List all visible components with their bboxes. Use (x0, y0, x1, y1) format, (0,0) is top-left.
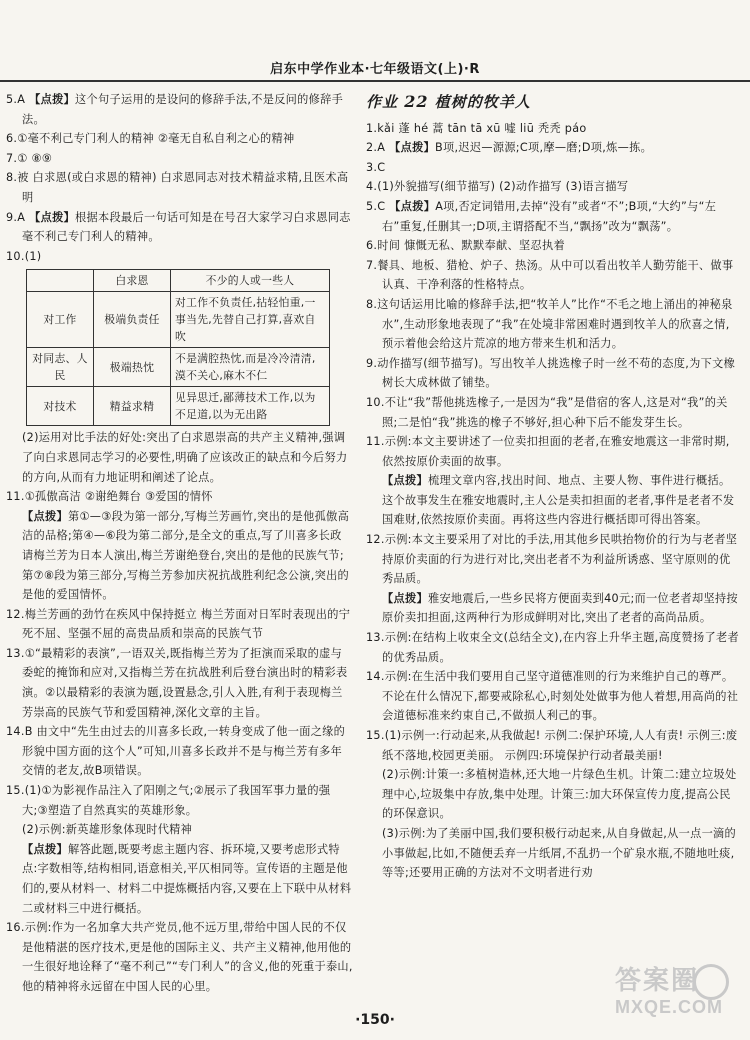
answer-10-part2: (2)运用对比手法的好处:突出了白求恩崇高的共产主义精神,强调了向白求恩同志学习的必要性,明确了应该改正的缺点和今后努力的方向,从而有力地证明和阐述了论点。 (22, 431, 348, 484)
answer-15: 15.(1)①为影视作品注入了阳刚之气;②展示了我国军事力量的强大;③塑造了自然真实的英雄形象。 (6, 784, 331, 817)
table-cell: 对工作不负责任,拈轻怕重,一事当先,先替自己打算,喜欢自吹 (171, 292, 330, 348)
answer-r6: 6.时间 慷慨无私、默默奉献、坚忍执着 (366, 239, 565, 253)
table-cell: 对同志、人民 (27, 348, 94, 387)
watermark-url: MXQE.COM (615, 997, 724, 1017)
table-row (27, 348, 330, 387)
table-cell: 极端热忱 (94, 348, 171, 387)
answer-r15-part3: (3)示例:为了美丽中国,我们要积极行动起来,从自身做起,从一点一滴的小事做起,比如,不随便丢弃一片纸屑,不乱扔一个矿泉水瓶,不随地吐痰,等等;还要用正确的方法对不文明者进行劝 (382, 826, 737, 880)
answer-11-hint: 【点拨】第①—③段为第一部分,写梅兰芳画竹,突出的是他孤傲高洁的品格;第④—⑥段为第二部分,是全文的重点,写了川喜多长政请梅兰芳为日本人演出,梅兰芳谢绝登台,突出的是他的民族气节;第⑦⑧段为第三部分,写梅兰芳参加庆祝抗战胜利纪念公演,突出的是他的爱国情怀。 (22, 509, 350, 602)
answer-8: 8.被 白求恩(或白求恩的精神) 白求恩同志对技术精益求精,且医术高明 (6, 171, 349, 204)
page-number: ·150· (355, 1012, 395, 1028)
table-cell: 见异思迁,鄙薄技术工作,以为不足道,以为无出路 (171, 387, 330, 426)
answer-r10: 10.不让“我”帮他挑选橡子,一是因为“我”是借宿的客人,这是对“我”的关照;二是怕“我”挑选的橡子不够好,担心种下后不能发芽生长。 (366, 395, 728, 429)
answer-15-part2: (2)示例:新英雄形象体现时代精神 (22, 823, 193, 837)
header-divider (0, 80, 750, 82)
answer-r12-hint: 【点拨】雅安地震后,一些乡民将方便面卖到40元;而一位老者却坚持按原价卖扣担面,这两种行为形成鲜明对比,突出了老者的高尚品质。 (382, 591, 738, 625)
watermark-logo (615, 960, 745, 1030)
table-cell: 极端负责任 (94, 292, 171, 348)
answer-9: 9.A 【点拨】根据本段最后一句话可知是在号召大家学习白求恩同志毫不利己专门利人的精神。 (6, 210, 351, 244)
table-cell: 对技术 (27, 387, 94, 426)
comparison-table (26, 269, 330, 426)
table-header-cell (27, 270, 94, 292)
left-column (6, 90, 353, 997)
answer-r12: 12.示例:本文主要采用了对比的手法,用其他乡民哄抬物价的行为与老者坚持原价卖面的行为进行对比,突出老者不为利益所诱惑、坚守原则的优秀品质。 (366, 533, 738, 586)
table-header-cell: 不少的人或一些人 (171, 270, 330, 292)
answer-7: 7.① ⑧⑨ (6, 151, 53, 165)
table-cell: 对工作 (27, 292, 94, 348)
answer-r2: 2.A 【点拨】B项,迟迟—源源;C项,摩—磨;D项,炼—拣。 (366, 141, 653, 155)
watermark-text: 答案圈 (615, 965, 700, 995)
answer-r9: 9.动作描写(细节描写)。写出牧羊人挑选橡子时一丝不苟的态度,为下文橡树长大成林做了铺垫。 (366, 356, 736, 390)
answer-14: 14.B 由文中“先生由过去的川喜多长政,一转身变成了他一面之缘的形貌中国方面的这个人”可知,川喜多长政并不是与梅兰芳有多年交情的老友,故B项错误。 (6, 725, 346, 778)
answer-13: 13.①“最精彩的表演”,一语双关,既指梅兰芳为了拒演而采取的虚与委蛇的掩饰和应对,又指梅兰芳在抗战胜利后登台演出时的精彩表演。②以最精彩的表演为题,设置悬念,引人入胜,有利于表现梅兰芳崇高的民族气节和爱国精神,深化文章的主旨。 (6, 646, 348, 719)
answer-r14: 14.示例:在生活中我们要用自己坚守道德准则的行为来维护自己的尊严。不论在什么情况下,都要戒除私心,时刻处处做事为他人着想,用高尚的社会道德标准来约束自己,不做损人利己的事。 (366, 670, 739, 723)
answer-r11-hint: 【点拨】梳理文章内容,找出时间、地点、主要人物、事件进行概括。这个故事发生在雅安地震时,主人公是卖扣担面的老者,事件是老者不发国难财,依然按原价卖面。再将这些内容进行概括即可得出答案。 (382, 474, 735, 527)
answer-r15: 15.(1)示例一:行动起来,从我做起! 示例二:保护环境,人人有责! 示例三:废纸不落地,校园更美丽。 示例四:环境保护行动者最美丽! (366, 729, 738, 762)
answer-r11: 11.示例:本文主要讲述了一位卖扣担面的老者,在雅安地震这一非常时期,依然按原价卖面的故事。 (366, 435, 730, 468)
answer-10: 10.(1) (6, 249, 42, 263)
answer-r3: 3.C (366, 160, 386, 174)
answer-r5: 5.C 【点拨】A项,否定词错用,去掉“没有”或者“不”;B项,“大约”与“左右”重复,任删其一;D项,主谓搭配不当,“飘扬”改为“飘荡”。 (366, 199, 717, 233)
table-header-cell: 白求恩 (94, 270, 171, 292)
answer-6: 6.①毫不利己专门利人的精神 ②毫无自私自利之心的精神 (6, 132, 295, 146)
answer-11: 11.①孤傲高洁 ②谢绝舞台 ③爱国的情怀 (6, 490, 213, 504)
answer-r13: 13.示例:在结构上收束全文(总结全文),在内容上升华主题,高度赞扬了老者的优秀品质。 (366, 631, 739, 664)
answer-r1: 1.kǎi 蓬 hé 蒿 tān tā xū 嘘 liū 秃秃 páo (366, 121, 587, 135)
answer-5: 5.A 【点拨】这个句子运用的是设问的修辞手法,不是反问的修辞手法。 (6, 93, 344, 126)
answer-16: 16.示例:作为一名加拿大共产党员,他不远万里,带给中国人民的不仅是他精湛的医疗技术,更是他的国际主义、共产主义精神,他用他的一生很好地诠释了“毫不利己”“专门利人”的含义,他的死重于泰山,他的精神将永远留在中国人民的心里。 (6, 921, 353, 993)
answer-r4: 4.(1)外貌描写(细节描写) (2)动作描写 (3)语言描写 (366, 180, 629, 194)
page-header: 启东中学作业本·七年级语文(上)·R (270, 62, 480, 77)
table-row (27, 292, 330, 348)
answer-15-hint: 【点拨】解答此题,既要考虑主题内容、拆环境,又要考虑形式特点:字数相等,结构相同,语意相关,平仄相同等。宣传语的主题是他们的,要从材料一、材料二中提炼概括内容,又要在上下联中从材料二或材料三中进行概括。 (22, 842, 352, 915)
table-cell: 精益求精 (94, 387, 171, 426)
answer-r15-part2: (2)示例:计策一:多植树造林,还大地一片绿色生机。计策二:建立垃圾处理中心,垃圾集中存放,集中处理。计策三:加大环保宣传力度,提高公民的环保意识。 (382, 768, 737, 821)
right-column (366, 90, 740, 883)
answer-12: 12.梅兰芳画的劲竹在疾风中保持挺立 梅兰芳面对日军时表现出的宁死不屈、坚强不屈的高贵品质和崇高的民族气节 (6, 607, 351, 641)
table-row (27, 387, 330, 426)
section-title: 作业 22 植树的牧羊人 (366, 92, 531, 111)
answer-r7: 7.餐具、地板、猎枪、炉子、热汤。从中可以看出牧羊人勤劳能干、做事认真、干净利落的性格特点。 (366, 258, 734, 292)
answer-r8: 8.这句话运用比喻的修辞手法,把“牧羊人”比作“不毛之地上涌出的神秘泉水”,生动形象地表现了“我”在处境非常困难时遇到牧羊人的欣喜之情,预示着他会给这片荒凉的地方带来生机和活力。 (366, 297, 733, 351)
watermark-circle-icon (693, 964, 729, 1000)
table-cell: 不是满腔热忱,而是冷冷清清,漠不关心,麻木不仁 (171, 348, 330, 387)
table-header-row (27, 270, 330, 292)
